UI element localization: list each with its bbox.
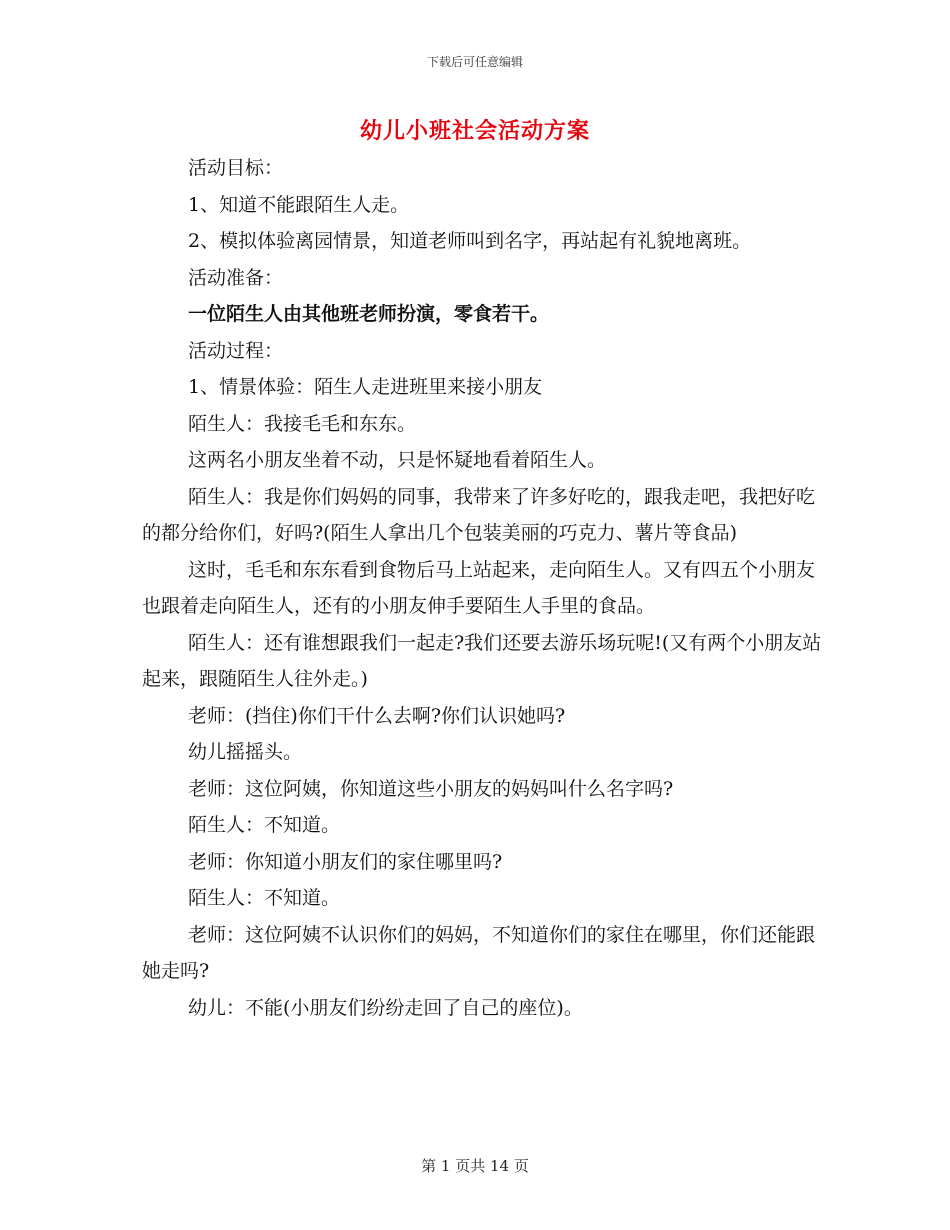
paragraph: 陌生人：我是你们妈妈的同事，我带来了许多好吃的，跟我走吧，我把好吃的都分给你们，好吗?(陌生人拿出几个包装美丽的巧克力、薯片等食品) bbox=[142, 485, 816, 544]
document-body bbox=[142, 150, 822, 1026]
paragraph: 这两名小朋友坐着不动，只是怀疑地看着陌生人。 bbox=[188, 449, 607, 471]
paragraph: 幼儿：不能(小朋友们纷纷走回了自己的座位)。 bbox=[188, 996, 583, 1019]
paragraph: 活动过程： bbox=[188, 339, 284, 362]
paragraph: 活动准备： bbox=[188, 266, 284, 289]
paragraph: 这时，毛毛和东东看到食物后马上站起来，走向陌生人。又有四五个小朋友也跟着走向陌生人，还有的小朋友伸手要陌生人手里的食品。 bbox=[142, 558, 816, 617]
paragraph: 老师：你知道小朋友们的家住哪里吗? bbox=[188, 850, 503, 873]
paragraph: 陌生人：还有谁想跟我们一起走?我们还要去游乐场玩呢!(又有两个小朋友站起来，跟随陌生人往外走。) bbox=[142, 631, 822, 690]
paragraph: 老师：(挡住)你们干什么去啊?你们认识她吗? bbox=[188, 704, 566, 727]
paragraph: 陌生人：不知道。 bbox=[188, 814, 341, 836]
document-title: 幼儿小班社会活动方案 bbox=[359, 118, 590, 144]
page-header-note: 下载后可任意编辑 bbox=[426, 55, 523, 69]
paragraph: 一位陌生人由其他班老师扮演，零食若干。 bbox=[188, 303, 550, 325]
paragraph: 陌生人：我接毛毛和东东。 bbox=[188, 412, 417, 435]
paragraph: 老师：这位阿姨不认识你们的妈妈，不知道你们的家住在哪里，你们还能跟她走吗? bbox=[142, 923, 816, 982]
paragraph: 活动目标： bbox=[188, 157, 284, 179]
paragraph: 幼儿摇摇头。 bbox=[188, 741, 303, 763]
paragraph: 陌生人：不知道。 bbox=[188, 887, 341, 909]
paragraph: 1、知道不能跟陌生人走。 bbox=[188, 193, 410, 216]
paragraph: 1、情景体验：陌生人走进班里来接小朋友 bbox=[188, 376, 543, 398]
paragraph: 老师：这位阿姨，你知道这些小朋友的妈妈叫什么名字吗? bbox=[188, 777, 674, 800]
paragraph: 2、模拟体验离园情景，知道老师叫到名字，再站起有礼貌地离班。 bbox=[188, 230, 752, 252]
page-footer: 第 1 页共 14 页 bbox=[421, 1157, 529, 1175]
